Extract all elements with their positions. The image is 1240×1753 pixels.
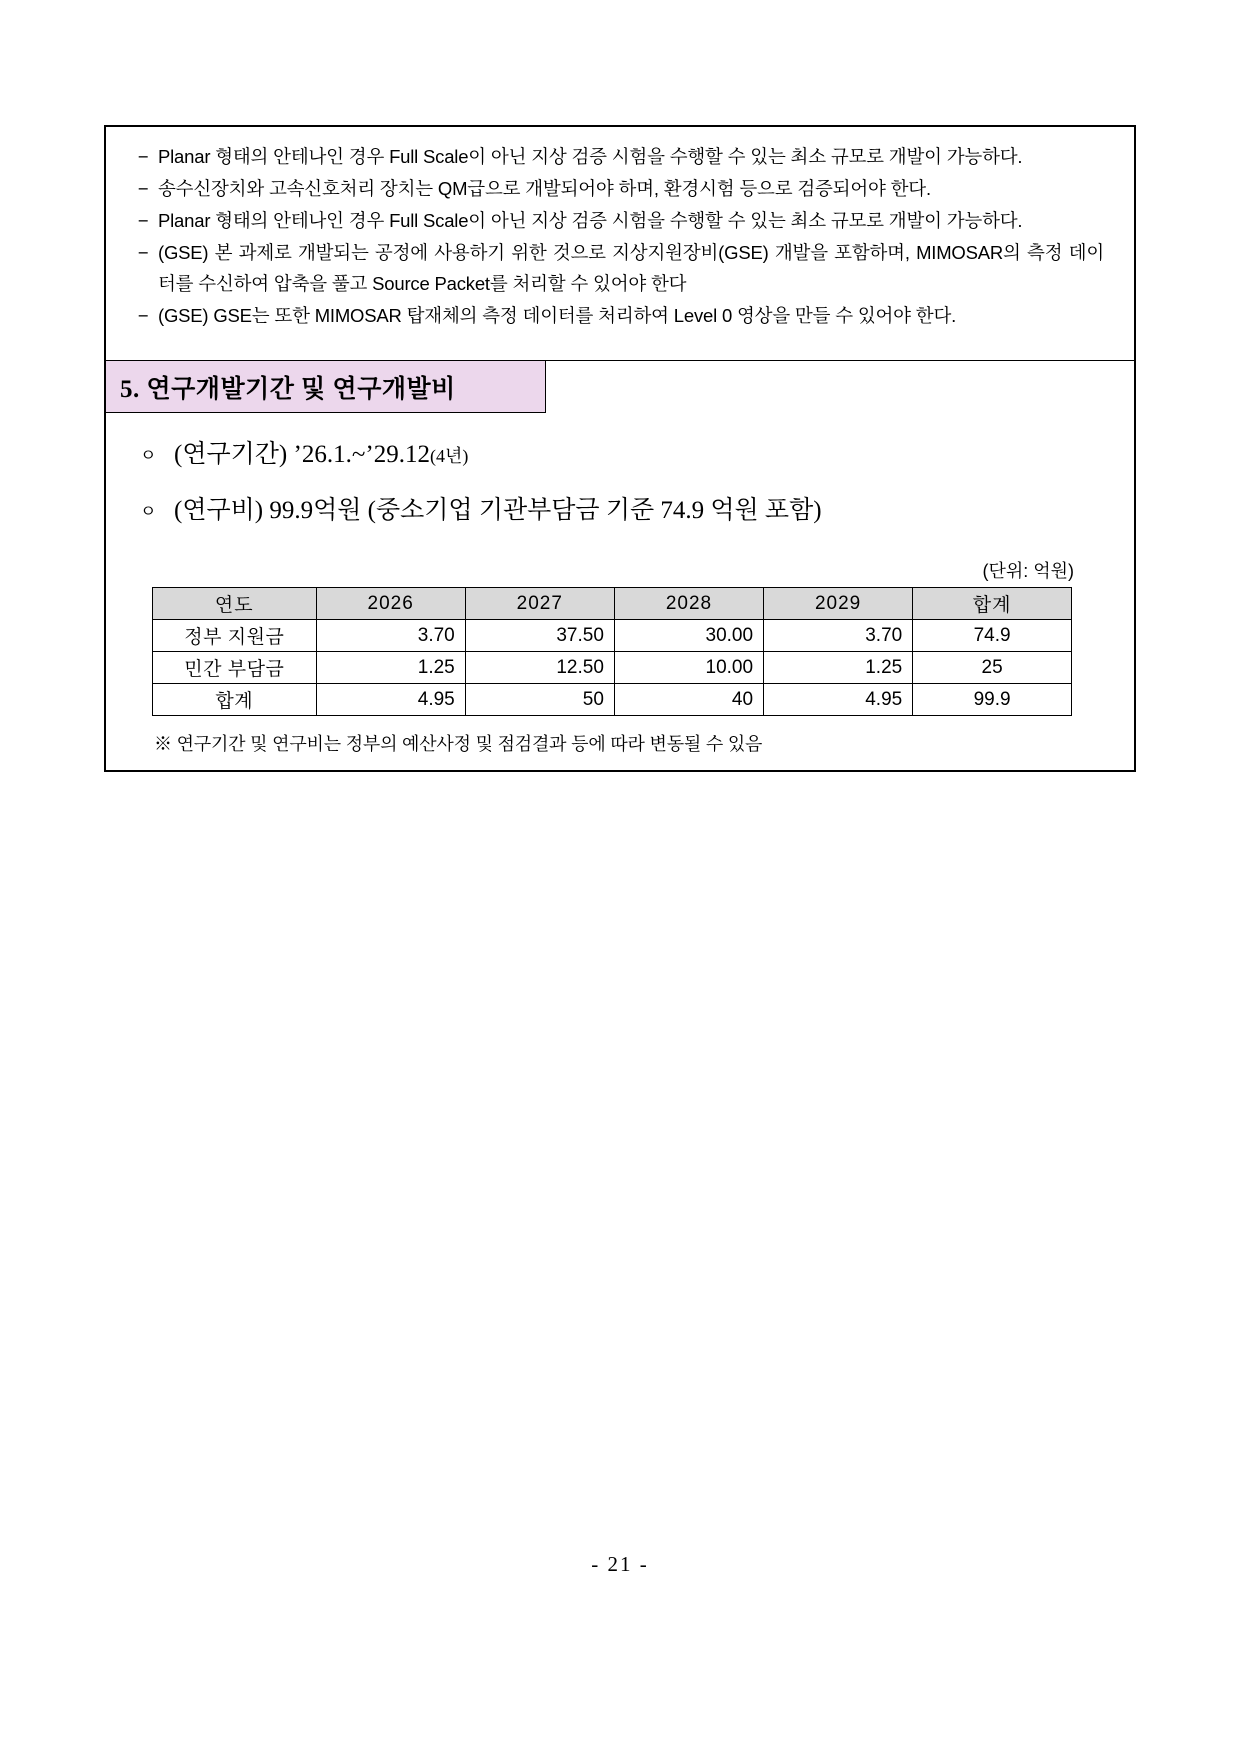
list-item-text: Planar 형태의 안테나인 경우 Full Scale이 아닌 지상 검증 시험을 수행할 수 있는 최소 규모로 개발이 가능하다.	[158, 210, 1023, 231]
research-budget-value: 99.9억원 (중소기업 기관부담금 기준 74.9 억원 포함)	[269, 497, 822, 524]
table-header-cell: 연도	[153, 588, 317, 620]
budget-table	[152, 587, 1072, 716]
dash-bullet-icon: −	[137, 242, 149, 263]
dash-bullet-icon: −	[137, 178, 149, 199]
table-cell: 1.25	[764, 652, 913, 684]
list-item-text: (GSE) GSE는 또한 MIMOSAR 탑재체의 측정 데이터를 처리하여 Level 0 영상을 만들 수 있어야 한다.	[158, 305, 957, 326]
list-item-text: 송수신장치와 고속신호처리 장치는 QM급으로 개발되어야 하며, 환경시험 등으로 검증되어야 한다.	[158, 178, 931, 199]
research-period-label: (연구기간)	[174, 441, 288, 468]
list-item	[140, 435, 1104, 477]
table-row	[153, 620, 1072, 652]
table-header-cell: 합계	[913, 588, 1072, 620]
section-heading: 5. 연구개발기간 및 연구개발비	[106, 361, 546, 413]
requirements-list	[106, 137, 1134, 336]
research-budget-label: (연구비)	[174, 497, 264, 524]
table-unit-note: (단위: 억원)	[982, 561, 1074, 581]
table-cell-total: 74.9	[913, 620, 1072, 652]
table-row	[153, 652, 1072, 684]
list-item	[128, 205, 1104, 236]
table-cell: 4.95	[764, 684, 913, 716]
table-cell: 1.25	[316, 652, 465, 684]
table-cell: 30.00	[614, 620, 763, 652]
section-heading-row	[106, 360, 1134, 413]
table-cell: 4.95	[316, 684, 465, 716]
page-number: - 21 -	[591, 1552, 649, 1576]
table-header-cell: 2029	[764, 588, 913, 620]
table-header-cell: 2027	[465, 588, 614, 620]
research-period-suffix: (4년)	[429, 446, 469, 466]
research-budget	[174, 491, 822, 531]
table-row-label: 정부 지원금	[153, 620, 317, 652]
table-row-label: 합계	[153, 684, 317, 716]
table-cell-total: 99.9	[913, 684, 1072, 716]
table-cell-total: 25	[913, 652, 1072, 684]
table-cell: 40	[614, 684, 763, 716]
table-header-row	[153, 588, 1072, 620]
research-period	[174, 435, 468, 476]
table-footnote: ※ 연구기간 및 연구비는 정부의 예산사정 및 점검결과 등에 따라 변동될 수 있음	[154, 734, 763, 754]
list-item-text: Planar 형태의 안테나인 경우 Full Scale이 아닌 지상 검증 시험을 수행할 수 있는 최소 규모로 개발이 가능하다.	[158, 146, 1023, 167]
table-cell: 12.50	[465, 652, 614, 684]
research-summary-list	[106, 413, 1134, 551]
list-item	[128, 237, 1104, 299]
research-period-value: ’26.1.~’29.12	[293, 441, 430, 468]
list-item	[128, 141, 1104, 172]
list-item	[128, 300, 1104, 331]
table-header-cell: 2028	[614, 588, 763, 620]
table-header-cell: 2026	[316, 588, 465, 620]
list-item	[140, 491, 1104, 533]
budget-table-wrapper	[106, 587, 1134, 716]
table-cell: 10.00	[614, 652, 763, 684]
table-cell: 37.50	[465, 620, 614, 652]
table-cell: 50	[465, 684, 614, 716]
circle-bullet-icon: ㅇ	[140, 446, 157, 465]
list-item-text: (GSE) 본 과제로 개발되는 공정에 사용하기 위한 것으로 지상지원장비(GSE) 개발을 포함하며, MIMOSAR의 측정 데이터를 수신하여 압축을 풀고 Source Packet를 처리할 수 있어야 한다	[158, 242, 1104, 294]
table-row-label: 민간 부담금	[153, 652, 317, 684]
table-cell: 3.70	[316, 620, 465, 652]
content-box	[104, 125, 1136, 772]
table-cell: 3.70	[764, 620, 913, 652]
dash-bullet-icon: −	[137, 305, 149, 326]
dash-bullet-icon: −	[137, 146, 149, 167]
circle-bullet-icon: ㅇ	[140, 502, 157, 521]
table-row	[153, 684, 1072, 716]
dash-bullet-icon: −	[137, 210, 149, 231]
list-item	[128, 173, 1104, 204]
